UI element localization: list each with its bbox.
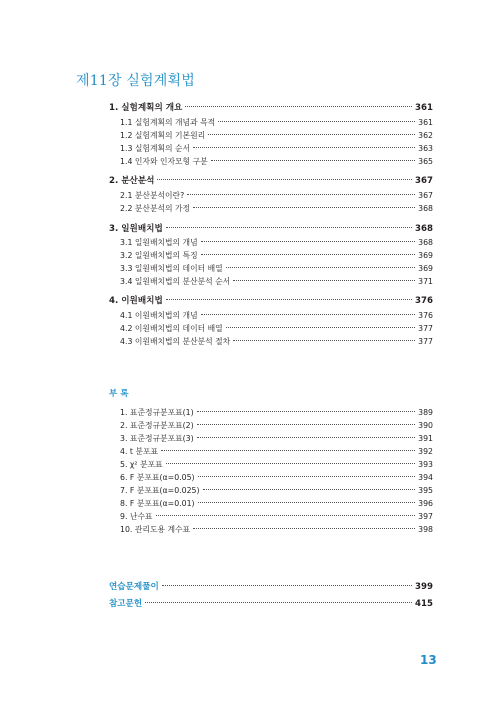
toc-page-number: 395: [418, 486, 433, 495]
toc-page-number: 368: [418, 204, 433, 213]
toc-page-number: 399: [415, 582, 433, 592]
toc-section-label: 4. 이원배치법: [109, 296, 163, 306]
toc-page-number: 368: [415, 224, 433, 234]
toc-page-number: 390: [418, 421, 433, 430]
leader-dots: [162, 585, 412, 586]
toc-page-number: 393: [418, 460, 433, 469]
toc-item-label: 1.1 실험계획의 개념과 목적: [120, 118, 216, 127]
toc-item-1-2[interactable]: [120, 130, 433, 141]
end-matter-label: 연습문제풀이: [109, 582, 159, 592]
leader-dots: [197, 411, 415, 412]
toc-item-3-1[interactable]: [120, 237, 433, 248]
toc-item-label: 1.2 실험계획의 기본원리: [120, 131, 206, 140]
toc-item-label: 3.2 일원배치법의 특징: [120, 251, 198, 260]
toc-section-label: 2. 분산분석: [109, 176, 155, 186]
toc-item-2-2[interactable]: [120, 203, 433, 214]
toc-page-number: 363: [418, 144, 433, 153]
leader-dots: [156, 515, 416, 516]
leader-dots: [161, 450, 415, 451]
toc-page-number: 398: [418, 525, 433, 534]
leader-dots: [145, 602, 412, 603]
leader-dots: [197, 424, 415, 425]
toc-page-number: 376: [418, 311, 433, 320]
toc-item-4-3[interactable]: [120, 336, 433, 347]
toc-item-label: 4.1 이원배치법의 개념: [120, 311, 198, 320]
leader-dots: [211, 160, 415, 161]
leader-dots: [197, 437, 415, 438]
toc-item-4-2[interactable]: [120, 323, 433, 334]
end-matter-label: 참고문헌: [109, 599, 143, 609]
appendix-item-label: 4. t 분포표: [120, 447, 159, 456]
appendix-item-label: 10. 관리도용 계수표: [120, 525, 191, 534]
toc-item-label: 3.1 일원배치법의 개념: [120, 238, 198, 247]
toc-page-number: 361: [415, 103, 433, 113]
page-folio-number: 13: [420, 653, 437, 667]
toc-item-1-3[interactable]: [120, 143, 433, 154]
toc-item-label: 3.4 일원배치법의 분산분석 순서: [120, 277, 231, 286]
toc-section-4[interactable]: [109, 294, 433, 306]
appendix-item-9[interactable]: [120, 511, 433, 522]
leader-dots: [198, 502, 416, 503]
toc-item-label: 4.3 이원배치법의 분산분석 절차: [120, 337, 231, 346]
leader-dots: [166, 299, 412, 300]
toc-page-number: 369: [418, 251, 433, 260]
toc-item-1-1[interactable]: [120, 117, 433, 128]
toc-section-1[interactable]: [109, 101, 433, 113]
appendix-item-label: 9. 난수표: [120, 512, 153, 521]
appendix-item-label: 1. 표준정규분포표(1): [120, 408, 194, 417]
appendix-item-8[interactable]: [120, 498, 433, 509]
appendix-item-1[interactable]: [120, 407, 433, 418]
appendix-item-label: 8. F 분포표(α=0.01): [120, 499, 195, 508]
appendix-item-5[interactable]: [120, 459, 433, 470]
toc-section-label: 3. 일원배치법: [109, 224, 163, 234]
toc-section-3[interactable]: [109, 222, 433, 234]
toc-page-number: 377: [418, 324, 433, 333]
leader-dots: [166, 463, 415, 464]
appendix-item-4[interactable]: [120, 446, 433, 457]
toc-page-number: 376: [415, 296, 433, 306]
leader-dots: [198, 476, 416, 477]
appendix-item-3[interactable]: [120, 433, 433, 444]
leader-dots: [218, 121, 415, 122]
toc-page-number: 371: [418, 277, 433, 286]
appendix-item-6[interactable]: [120, 472, 433, 483]
appendix-item-label: 3. 표준정규분포표(3): [120, 434, 194, 443]
toc-exercise-solutions[interactable]: [109, 580, 433, 592]
toc-page-number: 377: [418, 337, 433, 346]
toc-item-4-1[interactable]: [120, 310, 433, 321]
toc-page-number: 415: [415, 599, 433, 609]
appendix-item-7[interactable]: [120, 485, 433, 496]
appendix-item-label: 7. F 분포표(α=0.025): [120, 486, 200, 495]
toc-item-label: 4.2 이원배치법의 데이터 배열: [120, 324, 223, 333]
leader-dots: [233, 280, 415, 281]
toc-item-label: 3.3 일원배치법의 데이터 배열: [120, 264, 223, 273]
toc-page-number: 361: [418, 118, 433, 127]
toc-page-number: 369: [418, 264, 433, 273]
appendix-item-label: 2. 표준정규분포표(2): [120, 421, 194, 430]
toc-page-number: 394: [418, 473, 433, 482]
leader-dots: [203, 489, 416, 490]
leader-dots: [193, 528, 415, 529]
toc-page-number: 368: [418, 238, 433, 247]
leader-dots: [233, 340, 415, 341]
leader-dots: [208, 134, 415, 135]
appendix-item-10[interactable]: [120, 524, 433, 535]
leader-dots: [157, 179, 412, 180]
toc-item-2-1[interactable]: [120, 190, 433, 201]
toc-item-1-4[interactable]: [120, 156, 433, 167]
toc-references[interactable]: [109, 597, 433, 609]
appendix-item-label: 6. F 분포표(α=0.05): [120, 473, 195, 482]
leader-dots: [185, 106, 412, 107]
toc-page-number: 396: [418, 499, 433, 508]
leader-dots: [226, 267, 415, 268]
toc-section-2[interactable]: [109, 174, 433, 186]
appendix-heading: 부 록: [109, 389, 129, 399]
toc-item-3-4[interactable]: [120, 276, 433, 287]
leader-dots: [201, 314, 415, 315]
toc-item-3-3[interactable]: [120, 263, 433, 274]
leader-dots: [187, 194, 415, 195]
leader-dots: [166, 227, 412, 228]
leader-dots: [201, 241, 415, 242]
toc-item-label: 1.4 인자와 인자모형 구분: [120, 157, 208, 166]
toc-page-number: 389: [418, 408, 433, 417]
leader-dots: [201, 254, 415, 255]
toc-page-number: 367: [418, 191, 433, 200]
toc-page-number: 392: [418, 447, 433, 456]
toc-page-number: 391: [418, 434, 433, 443]
toc-page-number: 367: [415, 176, 433, 186]
chapter-title: 제11장 실험계획법: [76, 73, 195, 89]
toc-page-number: 362: [418, 131, 433, 140]
appendix-item-2[interactable]: [120, 420, 433, 431]
leader-dots: [226, 327, 415, 328]
toc-item-label: 2.2 분산분석의 가정: [120, 204, 191, 213]
toc-item-3-2[interactable]: [120, 250, 433, 261]
appendix-item-label: 5. χ² 분포표: [120, 460, 163, 469]
leader-dots: [193, 207, 415, 208]
toc-item-label: 2.1 분산분석이란?: [120, 191, 185, 200]
toc-page-number: 365: [418, 157, 433, 166]
toc-section-label: 1. 실험계획의 개요: [109, 103, 183, 113]
toc-item-label: 1.3 실험계획의 순서: [120, 144, 191, 153]
leader-dots: [193, 147, 415, 148]
toc-page-number: 397: [418, 512, 433, 521]
